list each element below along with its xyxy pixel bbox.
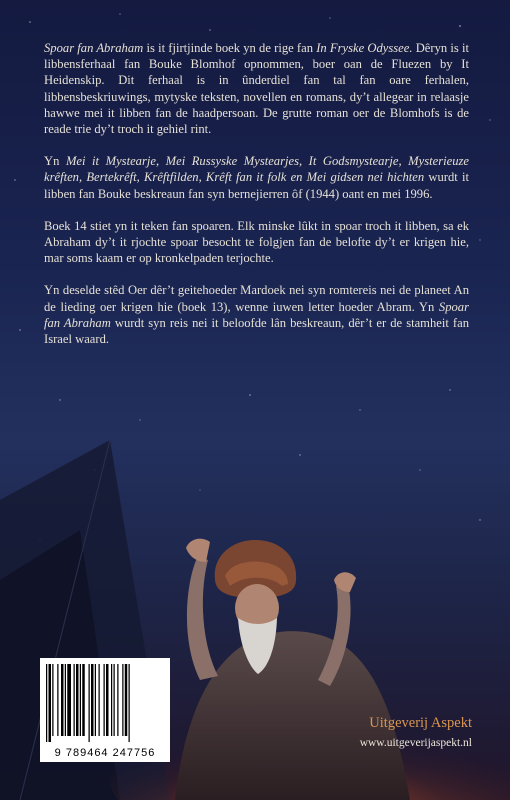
blurb-text: Yn [44, 154, 66, 169]
blurb-paragraph-2 [44, 153, 469, 202]
barcode-bar [125, 664, 128, 736]
isbn-number: 9 789464 247756 [54, 747, 156, 759]
book-titles-list: Mei it Mystearje, Mei Russyske Mystearjes, It Godsmystearje, Mysterieuze krêften, Bertekrêft, Krêftfilden, Krêft fan it folk en Mei gidsen nei hichten [44, 154, 469, 185]
barcode-bar [104, 664, 105, 736]
barcode-bar [95, 664, 96, 736]
barcode-bar [106, 664, 109, 736]
blurb-text: Dêryn is it libbensferhaal fan Bouke Blomhof opnommen, boer oan de Fluezen by It Heidenskip. Dit ferhaal is in ûnderdiel fan tal fan oare ferhalen, libbensbeskriuwings, mytyske teksten, novellen en romans, dy’t allegear in relaasje hawwe mei it libben fan de haadpersoan. De grutte roman oer de Blomhofs is de reade trie dy’t troch it gehiel rint. [44, 41, 469, 137]
barcode-bar [49, 664, 52, 742]
title-reference: Spoar fan Abraham [44, 41, 144, 55]
barcode-bar [82, 664, 85, 736]
blurb-paragraph-1 [44, 40, 469, 137]
barcode-bar [91, 664, 94, 736]
back-cover-blurb [44, 40, 469, 347]
series-reference: In Fryske Odyssee. [316, 41, 413, 55]
blurb-text: wurdt it libben fan Bouke beskreaun fan syn bernejierren ôf (1944) oant en mei 1996. [44, 170, 469, 201]
barcode-bar [52, 664, 53, 736]
barcode-bar [129, 664, 130, 742]
blurb-text: is it fjirtjinde boek yn de rige fan [143, 41, 317, 55]
barcode-bar [76, 664, 79, 736]
publisher-url: www.uitgeverijaspekt.nl [359, 737, 472, 749]
barcode-bar [74, 664, 75, 736]
barcode-bar [114, 664, 115, 736]
barcode-bar [99, 664, 100, 736]
barcode-bars [46, 664, 164, 742]
blurb-text: Yn deselde stêd Oer dêr’t geitehoeder Mardoek nei syn romtereis nei de planeet An de lieding oer krigen hie (boek 13), wenne iuwen letter hoeder Abram. Yn [44, 283, 469, 314]
barcode-bar [117, 664, 118, 736]
isbn-barcode [40, 658, 170, 762]
barcode-bar [46, 664, 47, 742]
barcode-bar [57, 664, 58, 736]
barcode-bar [122, 664, 123, 736]
barcode-bar [89, 664, 90, 742]
blurb-paragraph-4 [44, 282, 469, 347]
title-reference: Spoar fan Abraham [44, 299, 469, 330]
barcode-bar [67, 664, 71, 736]
barcode-bar [61, 664, 64, 736]
barcode-bar [111, 664, 112, 736]
blurb-text: wurdt syn reis nei it beloofde lân beskreaun, dêr’t er de stamheit fan Israel waard. [44, 315, 470, 347]
blurb-paragraph-3: Boek 14 stiet yn it teken fan spoaren. Elk minske lûkt in spoar troch it libben, sa ek Abraham dy’t it rjochte spoar besocht te folgjen fan de belofte dy’t er krigen hie, mar soms kaam er op kronkelpaden terjochte. [44, 218, 469, 266]
barcode-bar [65, 664, 66, 736]
publisher-name: Uitgeverij Aspekt [369, 715, 472, 731]
barcode-bar [80, 664, 81, 736]
